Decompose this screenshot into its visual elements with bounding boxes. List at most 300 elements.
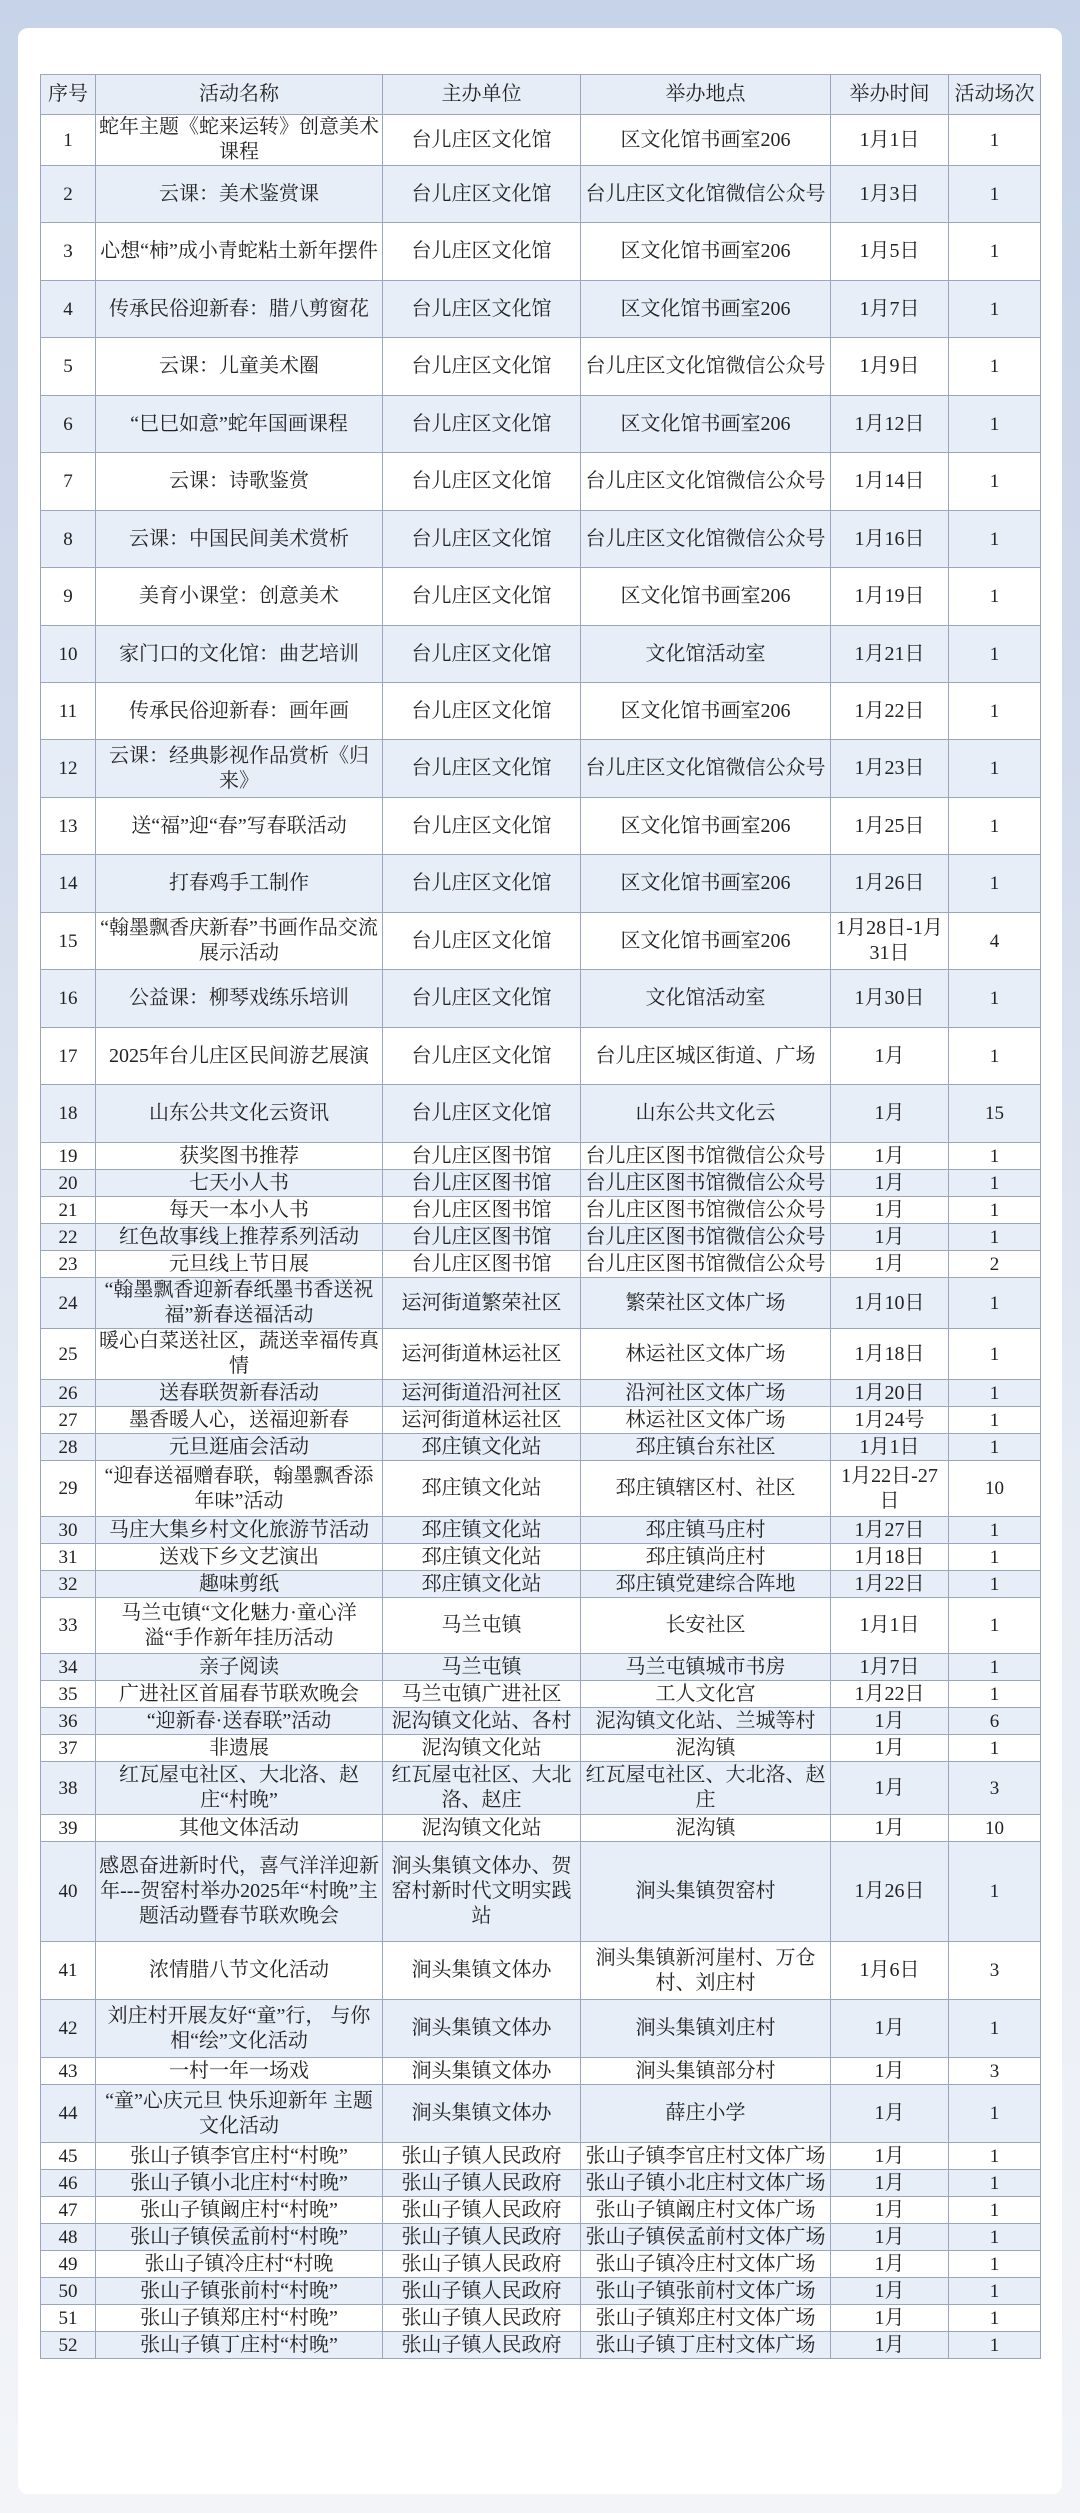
cell-venue: 台儿庄区图书馆微信公众号 [581, 1224, 831, 1251]
cell-no: 27 [41, 1407, 96, 1434]
cell-no: 37 [41, 1735, 96, 1762]
cell-no: 1 [41, 115, 96, 166]
cell-host: 马兰屯镇广进社区 [383, 1681, 581, 1708]
cell-venue: 张山子镇小北庄村文体广场 [581, 2170, 831, 2197]
cell-host: 台儿庄区图书馆 [383, 1170, 581, 1197]
cell-no: 52 [41, 2332, 96, 2359]
table-row [41, 683, 1041, 740]
cell-time: 1月27日 [831, 1517, 949, 1544]
table-row [41, 1942, 1041, 2000]
cell-venue: 泥沟镇 [581, 1735, 831, 1762]
cell-venue: 邳庄镇台东社区 [581, 1434, 831, 1461]
cell-no: 46 [41, 2170, 96, 2197]
cell-count: 1 [949, 1654, 1041, 1681]
cell-count: 1 [949, 1170, 1041, 1197]
cell-venue: 张山子镇冷庄村文体广场 [581, 2251, 831, 2278]
cell-time: 1月22日 [831, 683, 949, 740]
table-row [41, 2251, 1041, 2278]
cell-no: 39 [41, 1815, 96, 1842]
cell-time: 1月 [831, 2143, 949, 2170]
cell-venue: 涧头集镇新河崖村、万仓村、刘庄村 [581, 1942, 831, 2000]
table-row [41, 281, 1041, 338]
cell-activity-name: “迎新春·送春联”活动 [96, 1708, 383, 1735]
cell-time: 1月24号 [831, 1407, 949, 1434]
cell-no: 36 [41, 1708, 96, 1735]
cell-count: 1 [949, 1380, 1041, 1407]
cell-count: 1 [949, 2143, 1041, 2170]
cell-count: 1 [949, 798, 1041, 855]
table-row [41, 1708, 1041, 1735]
cell-count: 6 [949, 1708, 1041, 1735]
cell-no: 40 [41, 1842, 96, 1942]
cell-no: 11 [41, 683, 96, 740]
cell-no: 22 [41, 1224, 96, 1251]
cell-no: 24 [41, 1278, 96, 1329]
cell-activity-name: 美育小课堂：创意美术 [96, 568, 383, 626]
cell-host: 运河街道繁荣社区 [383, 1278, 581, 1329]
cell-time: 1月 [831, 1028, 949, 1085]
cell-activity-name: “翰墨飘香迎新春纸墨书香送祝福”新春送福活动 [96, 1278, 383, 1329]
cell-host: 张山子镇人民政府 [383, 2332, 581, 2359]
cell-time: 1月 [831, 2332, 949, 2359]
cell-venue: 台儿庄区图书馆微信公众号 [581, 1251, 831, 1278]
cell-host: 台儿庄区文化馆 [383, 223, 581, 281]
cell-venue: 张山子镇张前村文体广场 [581, 2278, 831, 2305]
cell-venue: 长安社区 [581, 1598, 831, 1654]
cell-host: 张山子镇人民政府 [383, 2170, 581, 2197]
cell-host: 台儿庄区文化馆 [383, 281, 581, 338]
table-row [41, 2058, 1041, 2085]
cell-venue: 台儿庄区文化馆微信公众号 [581, 740, 831, 798]
cell-activity-name: “巳巳如意”蛇年国画课程 [96, 396, 383, 453]
cell-venue: 邳庄镇马庄村 [581, 1517, 831, 1544]
cell-activity-name: 暖心白菜送社区，蔬送幸福传真情 [96, 1329, 383, 1380]
cell-count: 1 [949, 453, 1041, 511]
cell-host: 台儿庄区文化馆 [383, 568, 581, 626]
cell-time: 1月 [831, 1251, 949, 1278]
cell-time: 1月 [831, 1197, 949, 1224]
cell-activity-name: 元旦线上节日展 [96, 1251, 383, 1278]
table-row [41, 1380, 1041, 1407]
cell-activity-name: 一村一年一场戏 [96, 2058, 383, 2085]
cell-count: 1 [949, 1681, 1041, 1708]
table-row [41, 1028, 1041, 1085]
table-row [41, 115, 1041, 166]
cell-venue: 林运社区文体广场 [581, 1329, 831, 1380]
cell-time: 1月23日 [831, 740, 949, 798]
cell-count: 1 [949, 2251, 1041, 2278]
cell-host: 涧头集镇文体办、贺窑村新时代文明实践站 [383, 1842, 581, 1942]
table-row [41, 1762, 1041, 1815]
cell-venue: 台儿庄区文化馆微信公众号 [581, 511, 831, 568]
cell-time: 1月 [831, 1762, 949, 1815]
cell-venue: 区文化馆书画室206 [581, 855, 831, 913]
cell-host: 台儿庄区图书馆 [383, 1251, 581, 1278]
cell-no: 43 [41, 2058, 96, 2085]
cell-time: 1月14日 [831, 453, 949, 511]
cell-no: 14 [41, 855, 96, 913]
cell-venue: 区文化馆书画室206 [581, 115, 831, 166]
cell-no: 18 [41, 1085, 96, 1143]
cell-venue: 邳庄镇党建综合阵地 [581, 1571, 831, 1598]
cell-venue: 区文化馆书画室206 [581, 568, 831, 626]
cell-no: 35 [41, 1681, 96, 1708]
cell-time: 1月1日 [831, 115, 949, 166]
table-row [41, 740, 1041, 798]
cell-count: 3 [949, 2058, 1041, 2085]
cell-no: 47 [41, 2197, 96, 2224]
cell-time: 1月30日 [831, 970, 949, 1028]
cell-no: 38 [41, 1762, 96, 1815]
cell-count: 1 [949, 626, 1041, 683]
cell-no: 9 [41, 568, 96, 626]
cell-host: 邳庄镇文化站 [383, 1571, 581, 1598]
cell-activity-name: 传承民俗迎新春：腊八剪窗花 [96, 281, 383, 338]
table-row [41, 1571, 1041, 1598]
cell-count: 1 [949, 511, 1041, 568]
cell-host: 邳庄镇文化站 [383, 1544, 581, 1571]
table-row [41, 2305, 1041, 2332]
cell-no: 28 [41, 1434, 96, 1461]
cell-venue: 台儿庄区文化馆微信公众号 [581, 338, 831, 396]
cell-time: 1月22日 [831, 1681, 949, 1708]
cell-venue: 红瓦屋屯社区、大北洛、赵庄 [581, 1762, 831, 1815]
cell-time: 1月22日-27日 [831, 1461, 949, 1517]
cell-activity-name: 每天一本小人书 [96, 1197, 383, 1224]
cell-venue: 邳庄镇辖区村、社区 [581, 1461, 831, 1517]
cell-time: 1月 [831, 2085, 949, 2143]
cell-activity-name: 云课：经典影视作品赏析《归来》 [96, 740, 383, 798]
cell-time: 1月9日 [831, 338, 949, 396]
cell-host: 张山子镇人民政府 [383, 2197, 581, 2224]
cell-venue: 工人文化宫 [581, 1681, 831, 1708]
cell-count: 1 [949, 2085, 1041, 2143]
table-row [41, 1278, 1041, 1329]
cell-activity-name: 家门口的文化馆：曲艺培训 [96, 626, 383, 683]
cell-host: 涧头集镇文体办 [383, 1942, 581, 2000]
cell-host: 马兰屯镇 [383, 1654, 581, 1681]
cell-count: 1 [949, 1224, 1041, 1251]
cell-activity-name: 传承民俗迎新春：画年画 [96, 683, 383, 740]
cell-time: 1月 [831, 1224, 949, 1251]
table-row [41, 1407, 1041, 1434]
cell-no: 32 [41, 1571, 96, 1598]
cell-no: 8 [41, 511, 96, 568]
cell-count: 1 [949, 115, 1041, 166]
table-row [41, 970, 1041, 1028]
cell-host: 张山子镇人民政府 [383, 2305, 581, 2332]
cell-host: 马兰屯镇 [383, 1598, 581, 1654]
cell-venue: 沿河社区文体广场 [581, 1380, 831, 1407]
table-row [41, 1517, 1041, 1544]
cell-no: 26 [41, 1380, 96, 1407]
cell-host: 张山子镇人民政府 [383, 2278, 581, 2305]
cell-venue: 区文化馆书画室206 [581, 281, 831, 338]
cell-count: 1 [949, 1735, 1041, 1762]
cell-count: 3 [949, 1942, 1041, 2000]
cell-no: 33 [41, 1598, 96, 1654]
cell-no: 5 [41, 338, 96, 396]
cell-activity-name: 云课：中国民间美术赏析 [96, 511, 383, 568]
cell-time: 1月5日 [831, 223, 949, 281]
cell-no: 4 [41, 281, 96, 338]
cell-time: 1月 [831, 2197, 949, 2224]
cell-no: 16 [41, 970, 96, 1028]
cell-venue: 区文化馆书画室206 [581, 223, 831, 281]
cell-activity-name: 广进社区首届春节联欢晚会 [96, 1681, 383, 1708]
cell-no: 41 [41, 1942, 96, 2000]
cell-activity-name: 山东公共文化云资讯 [96, 1085, 383, 1143]
cell-host: 涧头集镇文体办 [383, 2058, 581, 2085]
cell-count: 2 [949, 1251, 1041, 1278]
cell-count: 1 [949, 1434, 1041, 1461]
cell-host: 台儿庄区文化馆 [383, 626, 581, 683]
cell-activity-name: 心想“柿”成小青蛇粘土新年摆件 [96, 223, 383, 281]
cell-count: 15 [949, 1085, 1041, 1143]
cell-count: 1 [949, 281, 1041, 338]
table-row [41, 2224, 1041, 2251]
cell-no: 44 [41, 2085, 96, 2143]
cell-activity-name: 2025年台儿庄区民间游艺展演 [96, 1028, 383, 1085]
cell-venue: 邳庄镇尚庄村 [581, 1544, 831, 1571]
cell-venue: 马兰屯镇城市书房 [581, 1654, 831, 1681]
table-row [41, 511, 1041, 568]
cell-host: 台儿庄区文化馆 [383, 453, 581, 511]
cell-venue: 区文化馆书画室206 [581, 798, 831, 855]
cell-activity-name: 送戏下乡文艺演出 [96, 1544, 383, 1571]
cell-venue: 涧头集镇部分村 [581, 2058, 831, 2085]
cell-host: 张山子镇人民政府 [383, 2224, 581, 2251]
cell-venue: 文化馆活动室 [581, 970, 831, 1028]
cell-host: 张山子镇人民政府 [383, 2143, 581, 2170]
cell-time: 1月 [831, 1815, 949, 1842]
table-body [41, 115, 1041, 2359]
cell-time: 1月18日 [831, 1329, 949, 1380]
cell-count: 1 [949, 1197, 1041, 1224]
cell-activity-name: 蛇年主题《蛇来运转》创意美术课程 [96, 115, 383, 166]
table-row [41, 2197, 1041, 2224]
cell-activity-name: 送春联贺新春活动 [96, 1380, 383, 1407]
cell-no: 48 [41, 2224, 96, 2251]
cell-count: 1 [949, 2224, 1041, 2251]
cell-no: 3 [41, 223, 96, 281]
cell-count: 1 [949, 2197, 1041, 2224]
cell-venue: 台儿庄区图书馆微信公众号 [581, 1170, 831, 1197]
cell-time: 1月 [831, 2305, 949, 2332]
cell-venue: 张山子镇阚庄村文体广场 [581, 2197, 831, 2224]
cell-count: 1 [949, 568, 1041, 626]
cell-venue: 台儿庄区城区街道、广场 [581, 1028, 831, 1085]
cell-activity-name: 公益课：柳琴戏练乐培训 [96, 970, 383, 1028]
cell-time: 1月10日 [831, 1278, 949, 1329]
header-count: 活动场次 [949, 75, 1041, 115]
cell-count: 1 [949, 1143, 1041, 1170]
table-row [41, 1143, 1041, 1170]
cell-time: 1月 [831, 1170, 949, 1197]
table-row [41, 913, 1041, 970]
cell-venue: 林运社区文体广场 [581, 1407, 831, 1434]
table-row [41, 1598, 1041, 1654]
cell-no: 25 [41, 1329, 96, 1380]
cell-no: 45 [41, 2143, 96, 2170]
cell-activity-name: 云课：诗歌鉴赏 [96, 453, 383, 511]
cell-count: 3 [949, 1762, 1041, 1815]
header-venue: 举办地点 [581, 75, 831, 115]
cell-time: 1月26日 [831, 1842, 949, 1942]
cell-no: 20 [41, 1170, 96, 1197]
cell-time: 1月21日 [831, 626, 949, 683]
cell-time: 1月 [831, 2278, 949, 2305]
cell-time: 1月 [831, 2251, 949, 2278]
cell-no: 10 [41, 626, 96, 683]
cell-activity-name: “迎春送福赠春联，翰墨飘香添年味”活动 [96, 1461, 383, 1517]
cell-count: 1 [949, 1278, 1041, 1329]
table-row [41, 1654, 1041, 1681]
cell-no: 34 [41, 1654, 96, 1681]
table-row [41, 798, 1041, 855]
cell-time: 1月1日 [831, 1434, 949, 1461]
table-row [41, 1170, 1041, 1197]
cell-host: 邳庄镇文化站 [383, 1434, 581, 1461]
cell-count: 1 [949, 970, 1041, 1028]
cell-count: 1 [949, 683, 1041, 740]
cell-venue: 山东公共文化云 [581, 1085, 831, 1143]
cell-host: 邳庄镇文化站 [383, 1517, 581, 1544]
cell-activity-name: 张山子镇张前村“村晚” [96, 2278, 383, 2305]
cell-activity-name: 云课：美术鉴赏课 [96, 166, 383, 223]
cell-venue: 薛庄小学 [581, 2085, 831, 2143]
cell-time: 1月1日 [831, 1598, 949, 1654]
cell-no: 42 [41, 2000, 96, 2058]
cell-host: 涧头集镇文体办 [383, 2085, 581, 2143]
cell-no: 49 [41, 2251, 96, 2278]
table-row [41, 2000, 1041, 2058]
cell-count: 1 [949, 1571, 1041, 1598]
cell-host: 涧头集镇文体办 [383, 2000, 581, 2058]
cell-time: 1月28日-1月31日 [831, 913, 949, 970]
cell-time: 1月18日 [831, 1544, 949, 1571]
table-row [41, 1461, 1041, 1517]
cell-venue: 繁荣社区文体广场 [581, 1278, 831, 1329]
cell-count: 10 [949, 1815, 1041, 1842]
cell-time: 1月16日 [831, 511, 949, 568]
cell-count: 1 [949, 396, 1041, 453]
cell-count: 4 [949, 913, 1041, 970]
cell-count: 1 [949, 855, 1041, 913]
cell-activity-name: 感恩奋进新时代，喜气洋洋迎新年---贺窑村举办2025年“村晚”主题活动暨春节联欢晚会 [96, 1842, 383, 1942]
table-row [41, 1224, 1041, 1251]
cell-no: 2 [41, 166, 96, 223]
table-header-row [41, 75, 1041, 115]
cell-no: 6 [41, 396, 96, 453]
table-row [41, 1842, 1041, 1942]
cell-host: 台儿庄区图书馆 [383, 1143, 581, 1170]
cell-time: 1月 [831, 1085, 949, 1143]
cell-activity-name: 获奖图书推荐 [96, 1143, 383, 1170]
table-row [41, 1735, 1041, 1762]
cell-host: 台儿庄区文化馆 [383, 115, 581, 166]
cell-host: 泥沟镇文化站 [383, 1815, 581, 1842]
cell-time: 1月6日 [831, 1942, 949, 2000]
cell-time: 1月 [831, 2000, 949, 2058]
cell-count: 1 [949, 1329, 1041, 1380]
cell-count: 1 [949, 1028, 1041, 1085]
cell-time: 1月7日 [831, 1654, 949, 1681]
cell-activity-name: 墨香暖人心，送福迎新春 [96, 1407, 383, 1434]
cell-host: 台儿庄区文化馆 [383, 855, 581, 913]
cell-host: 红瓦屋屯社区、大北洛、赵庄 [383, 1762, 581, 1815]
cell-count: 1 [949, 166, 1041, 223]
cell-host: 台儿庄区文化馆 [383, 683, 581, 740]
cell-venue: 张山子镇郑庄村文体广场 [581, 2305, 831, 2332]
cell-time: 1月 [831, 1735, 949, 1762]
cell-count: 1 [949, 1842, 1041, 1942]
cell-count: 1 [949, 2170, 1041, 2197]
table-row [41, 1434, 1041, 1461]
cell-activity-name: 张山子镇郑庄村“村晚” [96, 2305, 383, 2332]
cell-activity-name: “童”心庆元旦 快乐迎新年 主题文化活动 [96, 2085, 383, 2143]
cell-count: 1 [949, 2000, 1041, 2058]
cell-venue: 区文化馆书画室206 [581, 396, 831, 453]
cell-no: 17 [41, 1028, 96, 1085]
cell-time: 1月19日 [831, 568, 949, 626]
cell-host: 泥沟镇文化站、各村 [383, 1708, 581, 1735]
cell-venue: 泥沟镇文化站、兰城等村 [581, 1708, 831, 1735]
cell-host: 台儿庄区文化馆 [383, 1028, 581, 1085]
cell-venue: 涧头集镇刘庄村 [581, 2000, 831, 2058]
table-row [41, 1197, 1041, 1224]
cell-activity-name: 送“福”迎“春”写春联活动 [96, 798, 383, 855]
cell-activity-name: 马庄大集乡村文化旅游节活动 [96, 1517, 383, 1544]
cell-host: 台儿庄区文化馆 [383, 396, 581, 453]
cell-activity-name: “翰墨飘香庆新春”书画作品交流展示活动 [96, 913, 383, 970]
cell-activity-name: 其他文体活动 [96, 1815, 383, 1842]
cell-activity-name: 云课：儿童美术圈 [96, 338, 383, 396]
header-time: 举办时间 [831, 75, 949, 115]
table-row [41, 1329, 1041, 1380]
cell-activity-name: 张山子镇侯孟前村“村晚” [96, 2224, 383, 2251]
cell-venue: 张山子镇李官庄村文体广场 [581, 2143, 831, 2170]
cell-activity-name: 马兰屯镇“文化魅力·童心洋溢“手作新年挂历活动 [96, 1598, 383, 1654]
cell-time: 1月 [831, 2224, 949, 2251]
cell-time: 1月12日 [831, 396, 949, 453]
cell-host: 台儿庄区图书馆 [383, 1197, 581, 1224]
table-row [41, 223, 1041, 281]
cell-activity-name: 打春鸡手工制作 [96, 855, 383, 913]
cell-host: 台儿庄区文化馆 [383, 798, 581, 855]
table-row [41, 626, 1041, 683]
cell-no: 31 [41, 1544, 96, 1571]
cell-time: 1月26日 [831, 855, 949, 913]
cell-venue: 区文化馆书画室206 [581, 913, 831, 970]
cell-count: 1 [949, 1407, 1041, 1434]
cell-host: 张山子镇人民政府 [383, 2251, 581, 2278]
cell-time: 1月7日 [831, 281, 949, 338]
cell-host: 台儿庄区图书馆 [383, 1224, 581, 1251]
table-row [41, 166, 1041, 223]
cell-no: 7 [41, 453, 96, 511]
cell-venue: 区文化馆书画室206 [581, 683, 831, 740]
cell-count: 1 [949, 740, 1041, 798]
cell-host: 台儿庄区文化馆 [383, 913, 581, 970]
cell-host: 泥沟镇文化站 [383, 1735, 581, 1762]
cell-host: 运河街道林运社区 [383, 1407, 581, 1434]
table-row [41, 338, 1041, 396]
cell-time: 1月 [831, 2058, 949, 2085]
table-row [41, 453, 1041, 511]
cell-no: 30 [41, 1517, 96, 1544]
cell-activity-name: 红色故事线上推荐系列活动 [96, 1224, 383, 1251]
